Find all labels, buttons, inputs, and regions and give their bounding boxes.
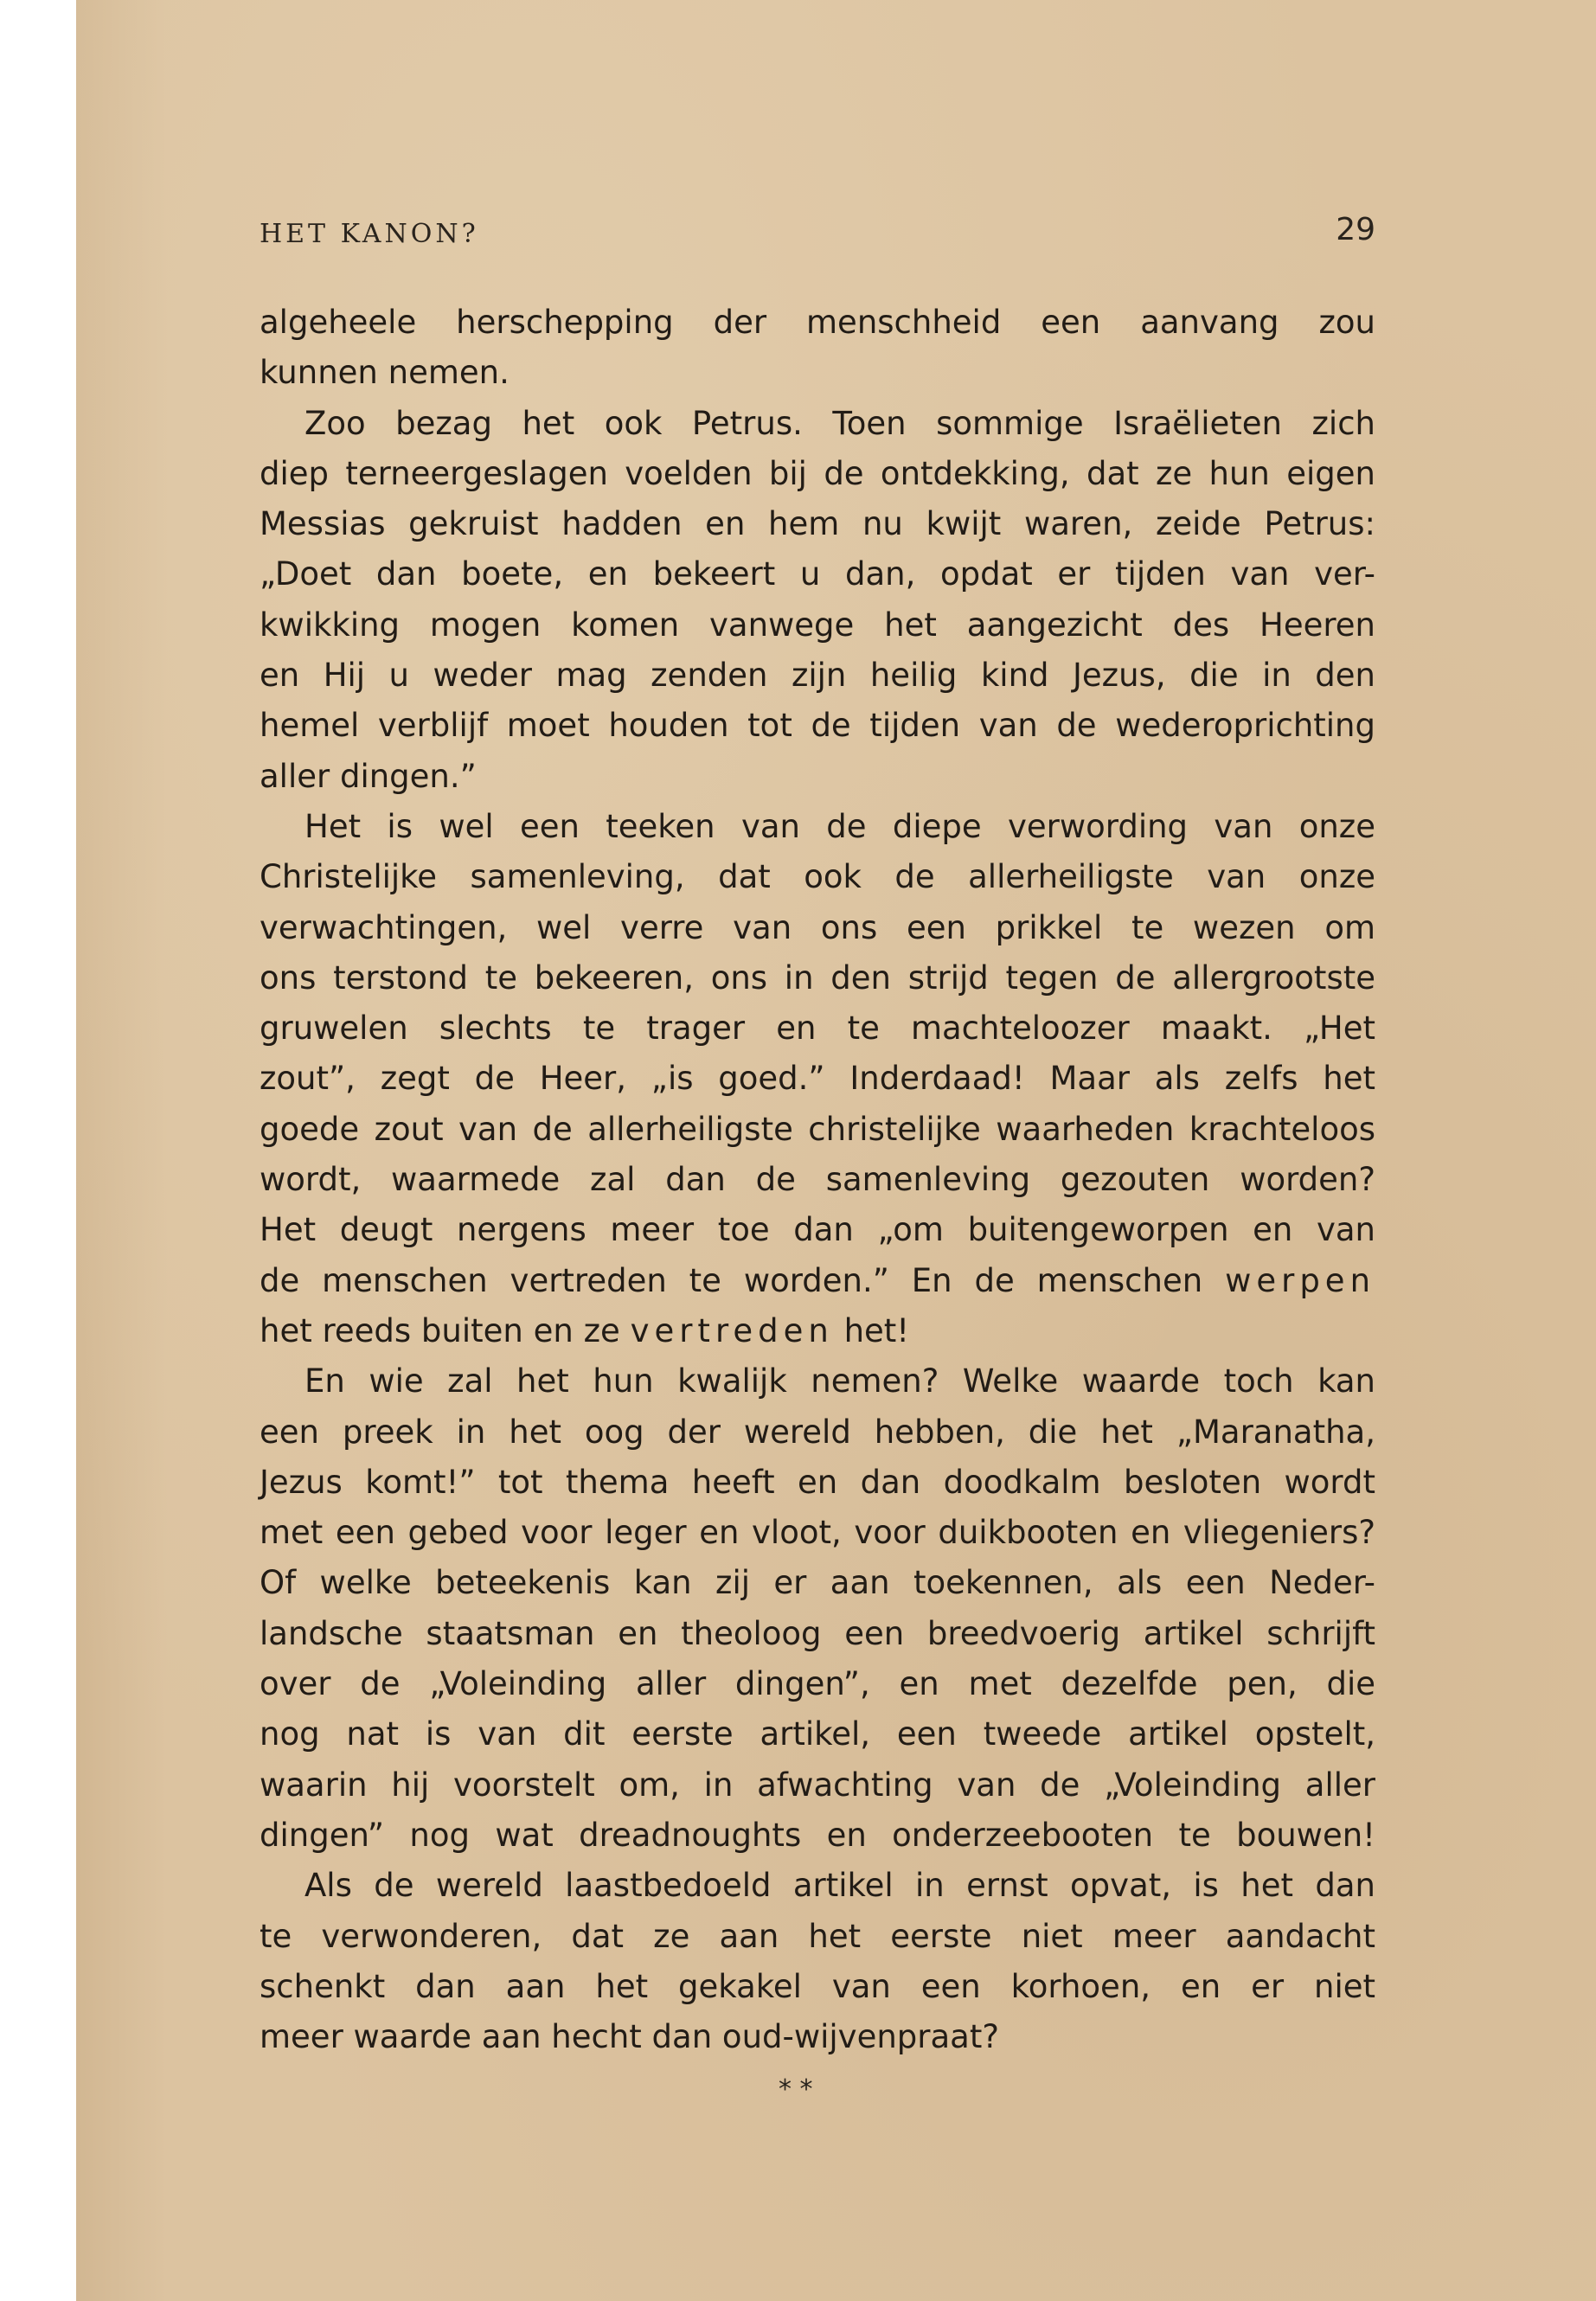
running-head: HET KANON?	[260, 219, 479, 249]
text-segment: de menschen vertreden te worden.” En de menschen	[260, 1261, 1203, 1299]
page-number: 29	[1336, 212, 1375, 247]
text-line: En wie zal het hun kwalijk nemen? Welke waarde toch kan	[304, 1362, 1375, 1400]
spaced-word: werpen	[1225, 1261, 1376, 1299]
text-line: diep terneergeslagen voelden bij de ontdekking, dat ze hun eigen	[260, 454, 1375, 492]
text-line: Jezus komt!” tot thema heeft en dan doodkalm besloten wordt	[260, 1463, 1375, 1501]
text-line: dingen” nog wat dreadnoughts en onderzeebooten te bouwen!	[260, 1816, 1375, 1854]
text-line: Of welke beteekenis kan zij er aan toekennen, als een Neder-	[260, 1564, 1375, 1602]
text-line: een preek in het oog der wereld hebben, die het „Maranatha,	[260, 1413, 1375, 1451]
text-line: Messias gekruist hadden en hem nu kwijt waren, zeide Petrus:	[260, 505, 1375, 543]
text-segment: het reeds buiten en ze	[260, 1311, 620, 1349]
text-line: Zoo bezag het ook Petrus. Toen sommige Israëlieten zich	[304, 404, 1375, 442]
text-line: over de „Voleinding aller dingen”, en met dezelfde pen, die	[260, 1665, 1375, 1703]
text-line: nog nat is van dit eerste artikel, een tweede artikel opstelt,	[260, 1715, 1375, 1753]
text-line	[260, 1256, 1375, 1306]
page-header	[260, 212, 1375, 255]
text-line: en Hij u weder mag zenden zijn heilig kind Jezus, die in den	[260, 657, 1375, 695]
text-line: met een gebed voor leger en vloot, voor duikbooten en vliegeniers?	[260, 1514, 1375, 1552]
text-line	[260, 1306, 1375, 1356]
spaced-word: vertreden	[630, 1311, 834, 1349]
text-line: Het deugt nergens meer toe dan „om buitengeworpen en van	[260, 1211, 1375, 1249]
text-line: verwachtingen, wel verre van ons een prikkel te wezen om	[260, 908, 1375, 946]
text-line: zout”, zegt de Heer, „is goed.” Inderdaad! Maar als zelfs het	[260, 1060, 1375, 1098]
text-line: schenkt dan aan het gekakel van een korhoen, en er niet	[260, 1967, 1375, 2005]
text-line: ons terstond te bekeeren, ons in den strijd tegen de allergrootste	[260, 958, 1375, 997]
text-line: kunnen nemen.	[260, 354, 510, 392]
text-line: algeheele herschepping der menschheid een aanvang zou	[260, 304, 1375, 341]
text-line: hemel verblijf moet houden tot de tijden van de wederoprichting	[260, 707, 1375, 745]
book-page	[76, 0, 1596, 2301]
text-segment: het!	[843, 1311, 910, 1349]
text-line: te verwonderen, dat ze aan het eerste niet meer aandacht	[260, 1917, 1375, 1955]
body-text	[260, 298, 1375, 2062]
text-line: waarin hij voorstelt om, in afwachting van de „Voleinding aller	[260, 1766, 1375, 1804]
text-line: aller dingen.”	[260, 757, 477, 795]
text-line: Als de wereld laastbedoeld artikel in ernst opvat, is het dan	[304, 1867, 1375, 1905]
text-line: meer waarde aan hecht dan oud-wijvenpraat?	[260, 2018, 999, 2056]
text-line: Het is wel een teeken van de diepe verwording van onze	[304, 807, 1375, 845]
text-line: wordt, waarmede zal dan de samenleving gezouten worden?	[260, 1161, 1375, 1199]
text-line: kwikking mogen komen vanwege het aangezicht des Heeren	[260, 606, 1375, 644]
text-line: gruwelen slechts te trager en te machteloozer maakt. „Het	[260, 1009, 1375, 1048]
text-line: goede zout van de allerheiligste christelijke waarheden krachteloos	[260, 1110, 1375, 1148]
text-line: landsche staatsman en theoloog een breedvoerig artikel schrijft	[260, 1614, 1375, 1652]
text-line: „Doet dan boete, en bekeert u dan, opdat er tijden van ver-	[260, 555, 1375, 593]
section-ornament: * *	[779, 2074, 813, 2105]
text-line: Christelijke samenleving, dat ook de allerheiligste van onze	[260, 858, 1375, 896]
